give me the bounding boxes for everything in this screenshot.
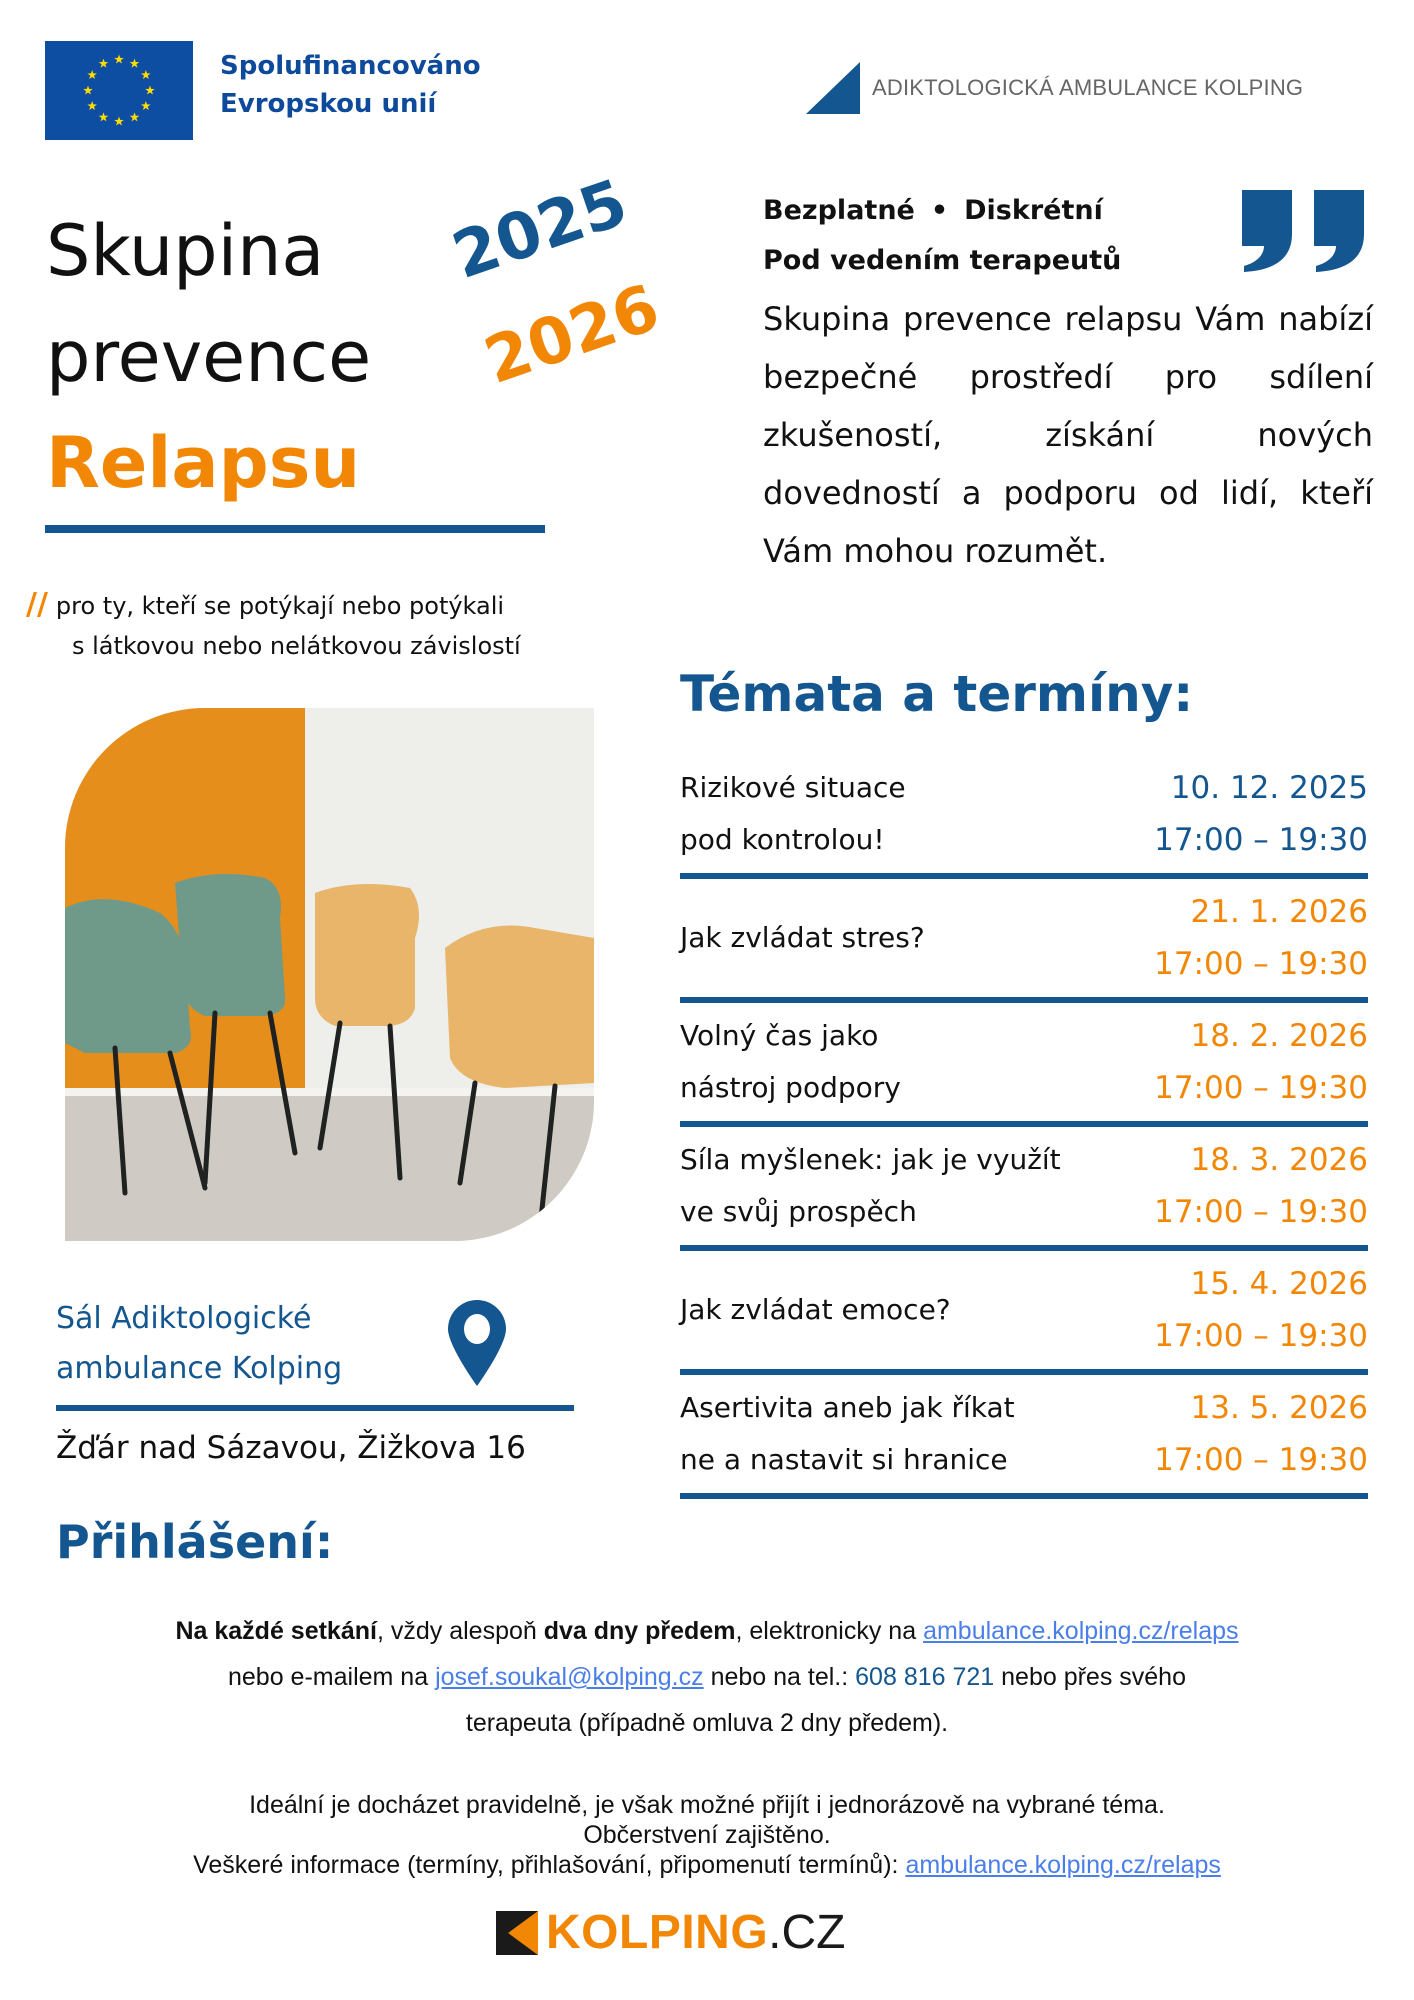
schedule-row (680, 879, 1368, 1003)
eu-text-line1: Spolufinancováno (220, 51, 481, 81)
phone-number[interactable]: 608 816 721 (855, 1663, 995, 1691)
tagline-line1: pro ty, kteří se potýkají nebo potýkali (55, 592, 505, 620)
feature-discreet: Diskrétní (964, 195, 1103, 226)
eu-flag-logo (45, 41, 193, 140)
target-audience-tagline (26, 585, 666, 666)
schedule-time: 17:00 – 19:30 (1154, 1318, 1368, 1354)
schedule-date: 10. 12. 2025 (1170, 770, 1368, 806)
schedule-heading: Témata a termíny: (680, 665, 1194, 723)
year-2026: 2026 (475, 271, 669, 399)
info-line3: Veškeré informace (termíny, přihlašování, připomenutí termínů): (193, 1851, 906, 1879)
tagline-line2: s látkovou nebo nelátkovou závislostí (72, 632, 521, 660)
schedule-topic-line1: Jak zvládat emoce? (680, 1293, 951, 1326)
title-line3: Relapsu (46, 422, 361, 504)
schedule-row (680, 1003, 1368, 1127)
venue-address: Žďár nad Sázavou, Žižkova 16 (56, 1430, 526, 1466)
schedule-time: 17:00 – 19:30 (1154, 1070, 1368, 1106)
schedule-topic-line2: pod kontrolou! (680, 823, 885, 856)
schedule-topic-line1: Asertivita aneb jak říkat (680, 1391, 1015, 1424)
reg-text-5: nebo přes svého (994, 1663, 1186, 1691)
schedule-list (680, 755, 1368, 1499)
schedule-row (680, 1127, 1368, 1251)
schedule-when (1154, 1010, 1368, 1114)
schedule-topic-line1: Rizikové situace (680, 771, 906, 804)
slashes-icon: // (26, 587, 48, 622)
schedule-when (1154, 1382, 1368, 1486)
reg-bold-each-meeting: Na každé setkání (175, 1617, 377, 1645)
reg-text-6: terapeuta (případně omluva 2 dny předem). (465, 1709, 949, 1737)
bullet-icon: • (930, 195, 949, 226)
title-line1: Skupina (46, 210, 325, 292)
registration-link[interactable]: ambulance.kolping.cz/relaps (923, 1617, 1239, 1645)
schedule-date: 18. 2. 2026 (1190, 1018, 1368, 1054)
location-pin-icon (448, 1300, 506, 1386)
kolping-brand: KOLPING (546, 1906, 769, 1959)
kolping-tld: .CZ (768, 1906, 846, 1959)
schedule-time: 17:00 – 19:30 (1154, 1442, 1368, 1478)
eu-stars-icon (45, 41, 193, 140)
triangle-logo-icon (806, 62, 860, 114)
schedule-date: 21. 1. 2026 (1190, 894, 1368, 930)
schedule-topic-line1: Jak zvládat stres? (680, 921, 925, 954)
venue-name-line1: Sál Adiktologické (56, 1301, 312, 1336)
reg-text-2: , elektronicky na (735, 1617, 924, 1645)
schedule-topic-line2: ne a nastavit si hranice (680, 1443, 1008, 1476)
org-logo-text: ADIKTOLOGICKÁ AMBULANCE KOLPING (872, 75, 1304, 100)
chairs-photo (65, 708, 594, 1241)
venue-name (56, 1294, 342, 1394)
title-divider (45, 525, 545, 533)
reg-text-3: nebo e-mailem na (228, 1663, 436, 1691)
venue-name-line2: ambulance Kolping (56, 1351, 343, 1386)
title-line2: prevence (46, 316, 372, 398)
eu-cofinanced-text (220, 47, 481, 123)
schedule-topic (680, 912, 925, 964)
page-title (46, 198, 371, 516)
schedule-when (1154, 1258, 1368, 1362)
schedule-row (680, 755, 1368, 879)
schedule-topic-line2: nástroj podpory (680, 1071, 901, 1104)
schedule-topic (680, 1010, 901, 1114)
chairs-illustration (65, 708, 594, 1241)
schedule-row (680, 1375, 1368, 1499)
venue-divider (56, 1405, 574, 1411)
info-line2: Občerstvení zajištěno. (583, 1821, 831, 1849)
schedule-time: 17:00 – 19:30 (1154, 1194, 1368, 1230)
schedule-topic (680, 1284, 951, 1336)
kolping-k-icon (496, 1911, 538, 1955)
schedule-when (1154, 762, 1368, 866)
features-list (763, 186, 1121, 286)
reg-bold-two-days: dva dny předem (543, 1617, 736, 1645)
registration-text (40, 1608, 1374, 1746)
email-link[interactable]: josef.soukal@kolping.cz (435, 1663, 704, 1691)
schedule-topic-line1: Síla myšlenek: jak je využít (680, 1143, 1061, 1176)
schedule-topic (680, 1382, 1015, 1486)
schedule-when (1154, 1134, 1368, 1238)
feature-therapists: Pod vedením terapeutů (763, 245, 1122, 276)
schedule-time: 17:00 – 19:30 (1154, 822, 1368, 858)
kolping-logo (496, 1906, 846, 1959)
info-link[interactable]: ambulance.kolping.cz/relaps (905, 1851, 1221, 1879)
reg-text-4: nebo na tel.: (703, 1663, 856, 1691)
eu-text-line2: Evropskou unií (220, 89, 437, 119)
schedule-time: 17:00 – 19:30 (1154, 946, 1368, 982)
intro-description: Skupina prevence relapsu Vám nabízí bezpečné prostředí pro sdílení zkušeností, získání nových dovedností a podporu od lidí, kteří Vám mohou rozumět. (763, 300, 1373, 570)
info-line1: Ideální je docházet pravidelně, je však možné přijít i jednorázově na vybrané téma. (249, 1791, 1165, 1819)
schedule-when (1154, 886, 1368, 990)
registration-heading: Přihlášení: (56, 1515, 334, 1569)
quote-icon (1240, 190, 1372, 272)
feature-free: Bezplatné (763, 195, 915, 226)
schedule-topic-line2: ve svůj prospěch (680, 1195, 917, 1228)
schedule-date: 15. 4. 2026 (1190, 1266, 1368, 1302)
schedule-date: 13. 5. 2026 (1190, 1390, 1368, 1426)
schedule-row (680, 1251, 1368, 1375)
org-logo (806, 62, 1303, 114)
schedule-date: 18. 3. 2026 (1190, 1142, 1368, 1178)
schedule-topic-line1: Volný čas jako (680, 1019, 879, 1052)
year-2025: 2025 (443, 166, 637, 294)
schedule-topic (680, 1134, 1061, 1238)
info-text (40, 1790, 1374, 1880)
schedule-topic (680, 762, 906, 866)
reg-text-1: , vždy alespoň (376, 1617, 544, 1645)
